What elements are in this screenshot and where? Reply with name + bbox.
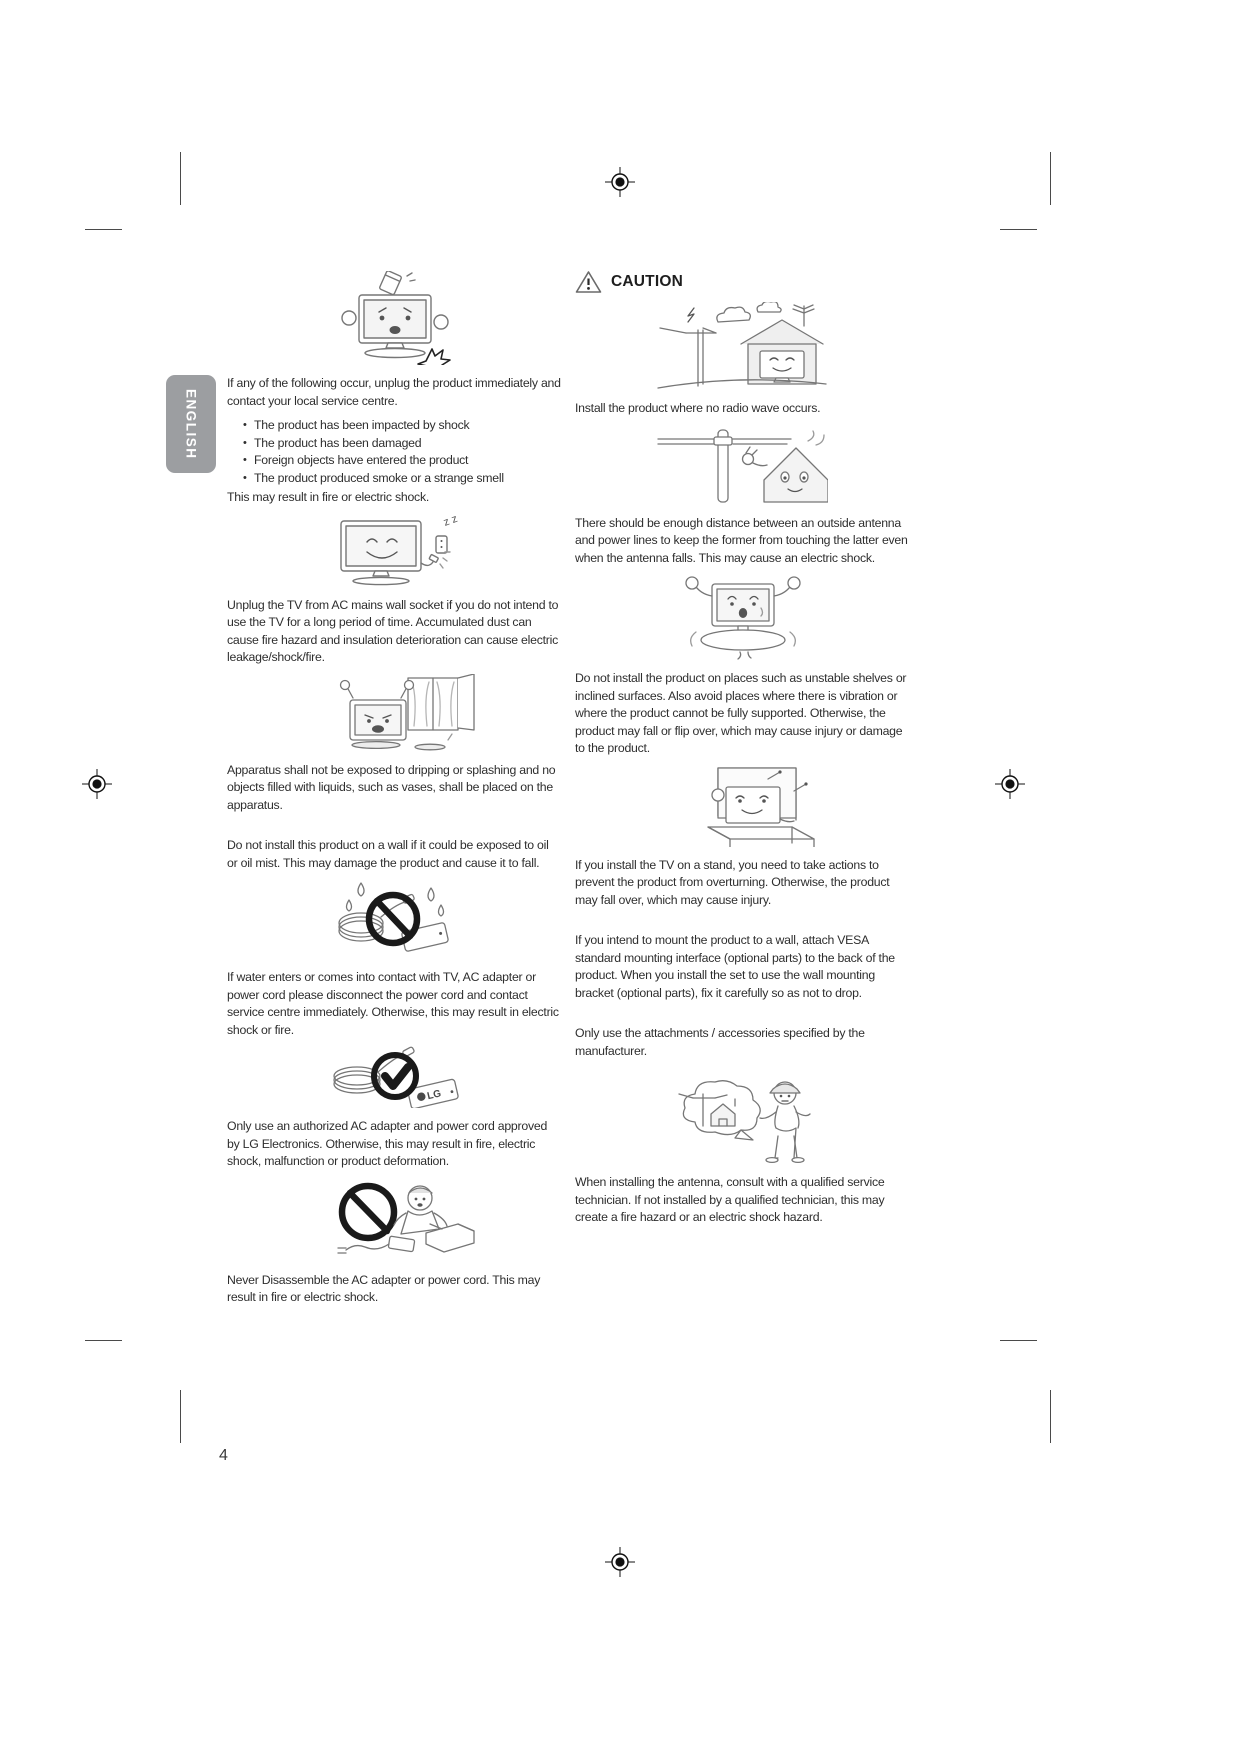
disassemble-prohibited-figure bbox=[227, 1178, 561, 1267]
sleep-zzz-text: z z bbox=[441, 513, 460, 529]
caution-label: CAUTION bbox=[611, 273, 684, 290]
lg-logo-text: LG bbox=[426, 1088, 443, 1103]
trim-mark-top-left-horizontal bbox=[85, 229, 122, 230]
trim-mark-bottom-left-horizontal bbox=[85, 1340, 122, 1341]
spacer bbox=[575, 916, 909, 932]
registration-mark-left-icon bbox=[82, 769, 112, 799]
tv-stand-wall-figure bbox=[575, 765, 909, 852]
paragraph-no-dripping-splashing: Apparatus shall not be exposed to dripping or splashing and no objects filled with liquids, such as vases, shall be placed on the apparatus. bbox=[227, 762, 556, 812]
paragraph-fire-shock-result: This may result in fire or electric shock. bbox=[227, 490, 430, 504]
spacer bbox=[575, 1009, 909, 1025]
tv-rain-figure bbox=[227, 674, 561, 757]
page-number: 4 bbox=[219, 1447, 228, 1464]
caution-heading bbox=[575, 270, 909, 294]
registration-mark-right-icon bbox=[995, 769, 1025, 799]
damage-conditions-list bbox=[243, 417, 561, 487]
paragraph-unplug-if-damaged: If any of the following occur, unplug the product immediately and contact your local service centre. bbox=[227, 376, 561, 408]
trim-mark-top-left-vertical bbox=[180, 152, 181, 205]
tv-unstable-figure bbox=[575, 574, 909, 665]
list-item: • The product has been impacted by shock bbox=[243, 417, 561, 435]
paragraph-no-radio-wave: Install the product where no radio wave occurs. bbox=[575, 401, 821, 415]
approved-adapter-figure bbox=[227, 1046, 561, 1113]
tv-sleep-figure bbox=[227, 514, 561, 592]
paragraph-no-oil-mist-wall: Do not install this product on a wall if it could be exposed to oil or oil mist. This may damage the product and cause it to fall. bbox=[227, 838, 549, 870]
tv-on-stand-near-wall-icon bbox=[656, 765, 828, 847]
paragraph-water-contact: If water enters or comes into contact with TV, AC adapter or power cord please disconnect the power cord and contact service centre immediately. Otherwise, this may result in electric shock or fire. bbox=[227, 970, 559, 1037]
paragraph-never-disassemble: Never Disassemble the AC adapter or power cord. This may result in fire or electric shock. bbox=[227, 1272, 541, 1304]
trim-mark-bottom-right-vertical bbox=[1050, 1390, 1051, 1443]
language-tab bbox=[166, 375, 216, 473]
list-item: • The product has been damaged bbox=[243, 435, 561, 453]
technician-figure bbox=[575, 1074, 909, 1169]
wet-adapter-prohibited-figure bbox=[227, 879, 561, 964]
registration-mark-top-icon bbox=[605, 167, 635, 197]
paragraph-vesa-wall-mount: If you intend to mount the product to a wall, attach VESA standard mounting interface (optional parts) to the back of the product. When you install the set to use the wall mounting bracket (optional parts), fix it carefully so as not to drop. bbox=[575, 933, 895, 1000]
trim-mark-bottom-left-vertical bbox=[180, 1390, 181, 1443]
trim-mark-top-right-horizontal bbox=[1000, 229, 1037, 230]
approved-lg-adapter-icon bbox=[319, 1046, 469, 1108]
paragraph-unplug-long-period: Unplug the TV from AC mains wall socket if you do not intend to use the TV for a long period of time. Accumulated dust can cause fire hazard and insulation deterioration can cause electric leakage/shock/fire. bbox=[227, 597, 559, 664]
paragraph-antenna-distance: There should be enough distance between an outside antenna and power lines to keep the former from touching the latter even when the antenna falls. This may cause an electric shock. bbox=[575, 515, 908, 565]
list-item: • The product produced smoke or a strange smell bbox=[243, 470, 561, 488]
tv-exposed-to-rain-window-icon bbox=[308, 674, 480, 752]
left-column bbox=[227, 268, 561, 1314]
paragraph-unstable-surfaces: Do not install the product on places such as unstable shelves or inclined surfaces. Also avoid places where there is vibration or where the product cannot be fully supported. Otherwise, the product may fall or flip over, which may cause injury or damage to the product. bbox=[575, 671, 907, 755]
paragraph-tv-on-stand: If you install the TV on a stand, you need to take actions to prevent the product from overturning. Otherwise, the product may fall over, which may cause injury. bbox=[575, 857, 890, 907]
antenna-pole-near-house-icon bbox=[656, 425, 828, 505]
wet-adapter-prohibited-icon bbox=[319, 879, 469, 959]
house-with-antenna-no-radio-wave-icon bbox=[656, 302, 828, 390]
tv-unplugged-sleeping-icon bbox=[319, 514, 469, 587]
technician-antenna-consultation-icon bbox=[657, 1074, 827, 1164]
tv-impact-figure bbox=[227, 271, 561, 370]
disassemble-adapter-prohibited-icon bbox=[310, 1178, 478, 1262]
list-item: • Foreign objects have entered the product bbox=[243, 452, 561, 470]
paragraph-qualified-technician: When installing the antenna, consult with a qualified service technician. If not installed by a qualified technician, this may create a fire hazard or an electric shock hazard. bbox=[575, 1175, 885, 1224]
pole-house-figure bbox=[575, 425, 909, 510]
paragraph-authorized-adapter: Only use an authorized AC adapter and power cord approved by LG Electronics. Otherwise, this may result in fire, electric shock, malfunction or product deformation. bbox=[227, 1119, 548, 1168]
warning-triangle-icon bbox=[575, 270, 602, 294]
registration-mark-bottom-icon bbox=[605, 1547, 635, 1577]
language-tab-label: ENGLISH bbox=[183, 388, 199, 460]
trim-mark-bottom-right-horizontal bbox=[1000, 1340, 1037, 1341]
tv-wobbling-unstable-icon bbox=[656, 574, 828, 660]
spacer bbox=[227, 821, 561, 837]
right-column bbox=[575, 270, 909, 1234]
paragraph-specified-accessories: Only use the attachments / accessories specified by the manufacturer. bbox=[575, 1026, 865, 1058]
house-antenna-figure bbox=[575, 302, 909, 395]
trim-mark-top-right-vertical bbox=[1050, 152, 1051, 205]
tv-impacted-by-falling-object-icon bbox=[319, 271, 469, 365]
